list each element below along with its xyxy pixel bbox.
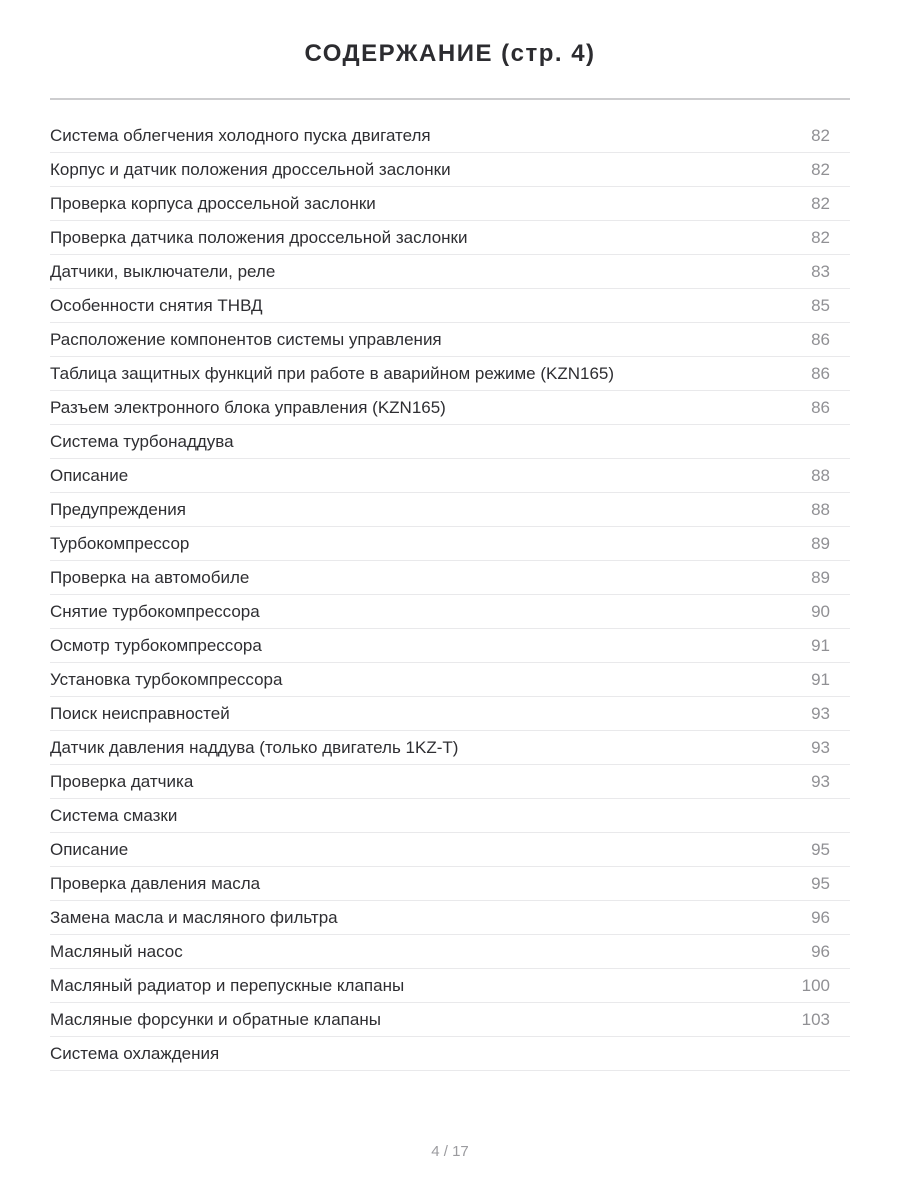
toc-row[interactable] xyxy=(50,935,850,969)
toc-entry-page-number: 88 xyxy=(811,499,830,519)
toc-entry-label: Система охлаждения xyxy=(50,1043,220,1063)
toc-entry-page-number: 103 xyxy=(801,1009,830,1029)
toc-entry-label: Проверка давления масла xyxy=(50,873,261,893)
toc-row[interactable] xyxy=(50,629,850,663)
toc-entry-page-number: 86 xyxy=(811,397,830,417)
toc-row[interactable] xyxy=(50,391,850,425)
toc-entry-page-number: 88 xyxy=(811,465,830,485)
toc-row[interactable] xyxy=(50,833,850,867)
toc-row[interactable] xyxy=(50,799,850,833)
toc-row[interactable] xyxy=(50,595,850,629)
toc-entry-label: Турбокомпрессор xyxy=(50,533,190,553)
toc-entry-page-number: 82 xyxy=(811,193,830,213)
toc-row[interactable] xyxy=(50,969,850,1003)
toc-row[interactable] xyxy=(50,459,850,493)
toc-entry-label: Система облегчения холодного пуска двигателя xyxy=(50,125,431,145)
toc-entry-page-number: 86 xyxy=(811,329,830,349)
toc-entry-page-number: 89 xyxy=(811,533,830,553)
toc-entry-page-number: 83 xyxy=(811,261,830,281)
page-indicator: 4 / 17 xyxy=(431,1143,469,1160)
toc-row[interactable] xyxy=(50,663,850,697)
toc-row[interactable] xyxy=(50,765,850,799)
toc-entry-page-number: 96 xyxy=(811,941,830,961)
toc-entry-label: Датчик давления наддува (только двигатель 1KZ-T) xyxy=(50,737,459,757)
toc-row[interactable] xyxy=(50,221,850,255)
toc-entry-label: Особенности снятия ТНВД xyxy=(50,295,263,315)
toc-entry-page-number: 85 xyxy=(811,295,830,315)
toc-entry-page-number: 93 xyxy=(811,771,830,791)
toc-row[interactable] xyxy=(50,119,850,153)
title-divider xyxy=(50,98,850,100)
toc-entry-label: Снятие турбокомпрессора xyxy=(50,601,260,621)
toc-entry-label: Поиск неисправностей xyxy=(50,703,230,723)
toc-row[interactable] xyxy=(50,357,850,391)
toc-entry-page-number: 96 xyxy=(811,907,830,927)
toc-entry-label: Датчики, выключатели, реле xyxy=(50,261,276,281)
toc-entry-label: Система смазки xyxy=(50,805,178,825)
toc-row[interactable] xyxy=(50,561,850,595)
toc-entry-label: Проверка на автомобиле xyxy=(50,567,250,587)
toc-entry-label: Система турбонаддува xyxy=(50,431,234,451)
toc-entry-label: Разъем электронного блока управления (KZN165) xyxy=(50,397,446,417)
toc-entry-label: Расположение компонентов системы управления xyxy=(50,329,442,349)
toc-entry-label: Масляные форсунки и обратные клапаны xyxy=(50,1009,381,1029)
toc-list xyxy=(50,119,850,1071)
toc-entry-page-number: 91 xyxy=(811,635,830,655)
toc-entry-page-number: 82 xyxy=(811,125,830,145)
toc-entry-label: Установка турбокомпрессора xyxy=(50,669,283,689)
toc-row[interactable] xyxy=(50,153,850,187)
toc-entry-page-number: 95 xyxy=(811,873,830,893)
toc-entry-label: Описание xyxy=(50,839,129,859)
toc-row[interactable] xyxy=(50,289,850,323)
toc-entry-label: Описание xyxy=(50,465,129,485)
toc-entry-page-number: 82 xyxy=(811,159,830,179)
toc-row[interactable] xyxy=(50,731,850,765)
toc-entry-label: Проверка датчика xyxy=(50,771,194,791)
toc-row[interactable] xyxy=(50,425,850,459)
toc-row[interactable] xyxy=(50,323,850,357)
toc-row[interactable] xyxy=(50,1037,850,1071)
toc-entry-page-number: 91 xyxy=(811,669,830,689)
toc-entry-page-number: 95 xyxy=(811,839,830,859)
toc-row[interactable] xyxy=(50,527,850,561)
toc-entry-label: Таблица защитных функций при работе в аварийном режиме (KZN165) xyxy=(50,363,615,383)
toc-entry-label: Замена масла и масляного фильтра xyxy=(50,907,338,927)
toc-entry-page-number: 93 xyxy=(811,703,830,723)
toc-row[interactable] xyxy=(50,901,850,935)
toc-entry-label: Предупреждения xyxy=(50,499,186,519)
toc-row[interactable] xyxy=(50,1003,850,1037)
toc-row[interactable] xyxy=(50,255,850,289)
toc-entry-label: Корпус и датчик положения дроссельной заслонки xyxy=(50,159,451,179)
toc-entry-page-number: 86 xyxy=(811,363,830,383)
toc-row[interactable] xyxy=(50,187,850,221)
toc-entry-label: Проверка датчика положения дроссельной заслонки xyxy=(50,227,468,247)
toc-entry-label: Проверка корпуса дроссельной заслонки xyxy=(50,193,376,213)
toc-entry-label: Масляный радиатор и перепускные клапаны xyxy=(50,975,405,995)
toc-row[interactable] xyxy=(50,697,850,731)
toc-entry-page-number: 82 xyxy=(811,227,830,247)
toc-entry-label: Масляный насос xyxy=(50,941,183,961)
toc-entry-page-number: 89 xyxy=(811,567,830,587)
toc-row[interactable] xyxy=(50,493,850,527)
toc-row[interactable] xyxy=(50,867,850,901)
toc-entry-label: Осмотр турбокомпрессора xyxy=(50,635,262,655)
toc-entry-page-number: 100 xyxy=(801,975,830,995)
page-title: СОДЕРЖАНИЕ (стр. 4) xyxy=(304,40,596,67)
toc-entry-page-number: 93 xyxy=(811,737,830,757)
toc-entry-page-number: 90 xyxy=(811,601,830,621)
